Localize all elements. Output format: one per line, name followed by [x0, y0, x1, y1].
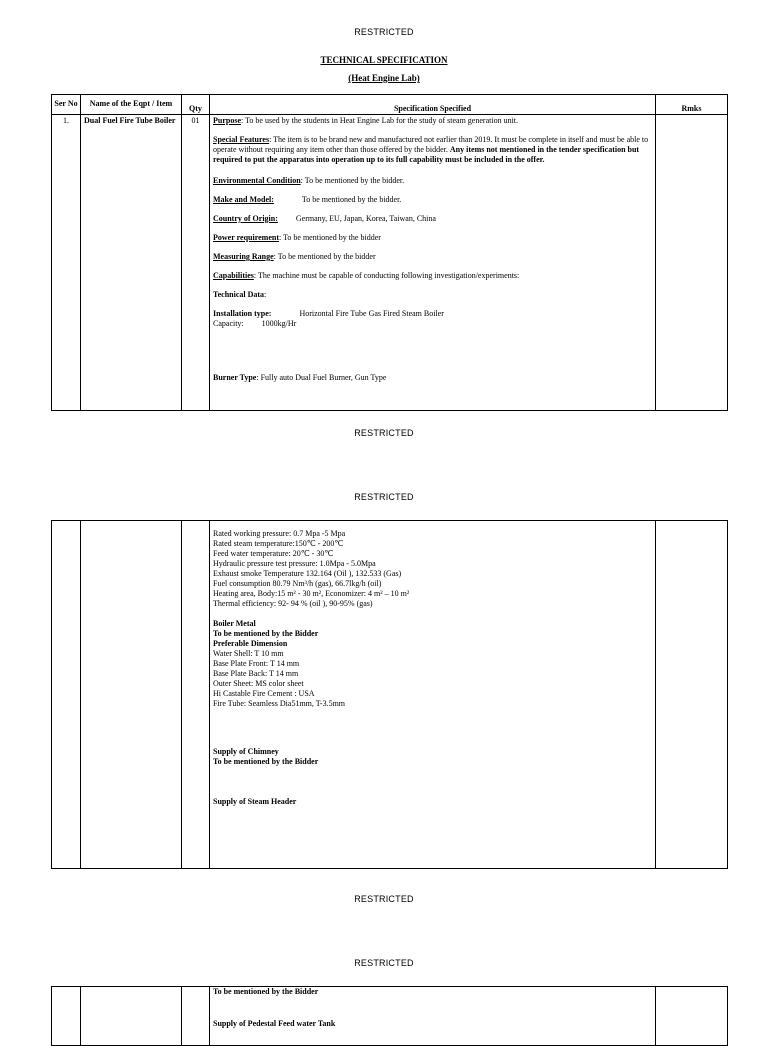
restricted-footer-2: RESTRICTED — [354, 894, 414, 904]
special-features: Special Features: The item is to be brand new and manufactured not earlier than 2019. It must be complete in itself and must be able to operate without requiring any item other than those offered by the bidder. Any items not mentioned in the tender specification but required to put the apparatus into operation up to its full capability must be included in the offer. — [213, 135, 649, 164]
table-row — [52, 115, 728, 411]
cell-specification — [210, 115, 656, 411]
cell-specification: To be mentioned by the Bidder Supply of Pedestal Feed water Tank — [210, 987, 656, 1046]
header-spec: Specification Specified — [210, 95, 656, 115]
cell-item-name — [81, 521, 182, 869]
steam-header-section: Supply of Steam Header — [213, 797, 297, 806]
restricted-footer-1: RESTRICTED — [354, 428, 414, 438]
make-and-model: Make and Model: To be mentioned by the bidder. — [213, 195, 402, 204]
country-of-origin: Country of Origin: Germany, EU, Japan, Korea, Taiwan, China — [213, 214, 436, 223]
document-title: TECHNICAL SPECIFICATION — [320, 55, 448, 65]
cell-ser — [52, 521, 81, 869]
cell-qty — [182, 521, 210, 869]
header-name: Name of the Eqpt / Item — [81, 95, 182, 115]
capabilities: Capabilities: The machine must be capable of conducting following investigation/experiments: — [213, 271, 520, 280]
restricted-header-3: RESTRICTED — [354, 958, 414, 968]
rated-specs: Rated working pressure: 0.7 Mpa -5 Mpa Rated steam temperature:150℃ - 200℃ Feed water temperature: 20℃ - 30℃ Hydraulic pressure test pressure: 1.0Mpa - 5.0Mpa Exhaust smoke Temperature 132.164 (Oil ), 132.533 (Gas) Fuel consumption 80.79 Nm³/h (gas), 66.7lkg/h (oil) Heating area, Body:15 m² - 30 m², Economizer: 4 m² – 10 m² Thermal efficiency: 92- 94 % (oil ), 90-95% (gas) — [213, 529, 410, 608]
header-qty: Qty — [182, 95, 210, 115]
cell-qty: 01 — [182, 115, 210, 411]
boiler-metal-section: Boiler Metal To be mentioned by the Bidder Preferable Dimension Water Shell: T 10 mm Base Plate Front: T 14 mm Base Plate Back: T 14 mm Outer Sheet: MS color sheet Hi Castable Fire Cement : USA Fire Tube: Seamless Dia51mm, T-3.5mm — [213, 619, 346, 708]
header-ser-no: Ser No — [52, 95, 81, 115]
document-subtitle: (Heat Engine Lab) — [348, 73, 420, 83]
environmental-condition: Environmental Condition: To be mentioned by the bidder. — [213, 176, 405, 185]
cell-item-name: Dual Fuel Fire Tube Boiler — [81, 115, 182, 411]
measuring-range: Measuring Range: To be mentioned by the bidder — [213, 252, 376, 261]
table-header-row — [52, 95, 728, 115]
cell-ser: 1. — [52, 115, 81, 411]
header-rmks: Rmks — [656, 95, 728, 115]
spec-table-page1 — [51, 94, 728, 411]
cell-qty — [182, 987, 210, 1046]
purpose: Purpose: To be used by the students in Heat Engine Lab for the study of steam generation unit. — [213, 116, 519, 125]
chimney-section: Supply of Chimney To be mentioned by the Bidder — [213, 747, 319, 766]
cell-remarks — [656, 115, 728, 411]
burner-type: Burner Type: Fully auto Dual Fuel Burner, Gun Type — [213, 373, 387, 382]
cell-item-name — [81, 987, 182, 1046]
restricted-header-2: RESTRICTED — [354, 492, 414, 502]
spec-table-page3 — [51, 986, 728, 1046]
cell-remarks — [656, 521, 728, 869]
restricted-header-1: RESTRICTED — [354, 27, 414, 37]
cell-remarks — [656, 987, 728, 1046]
cell-ser — [52, 987, 81, 1046]
power-requirement: Power requirement: To be mentioned by the bidder — [213, 233, 381, 242]
installation: Installation type: Horizontal Fire Tube Gas Fired Steam Boiler Capacity: 1000kg/Hr — [213, 309, 444, 328]
spec-table-page2 — [51, 520, 728, 869]
table-row — [52, 521, 728, 869]
table-row — [52, 987, 728, 1046]
cell-specification — [210, 521, 656, 869]
technical-data: Technical Data: — [213, 290, 267, 299]
